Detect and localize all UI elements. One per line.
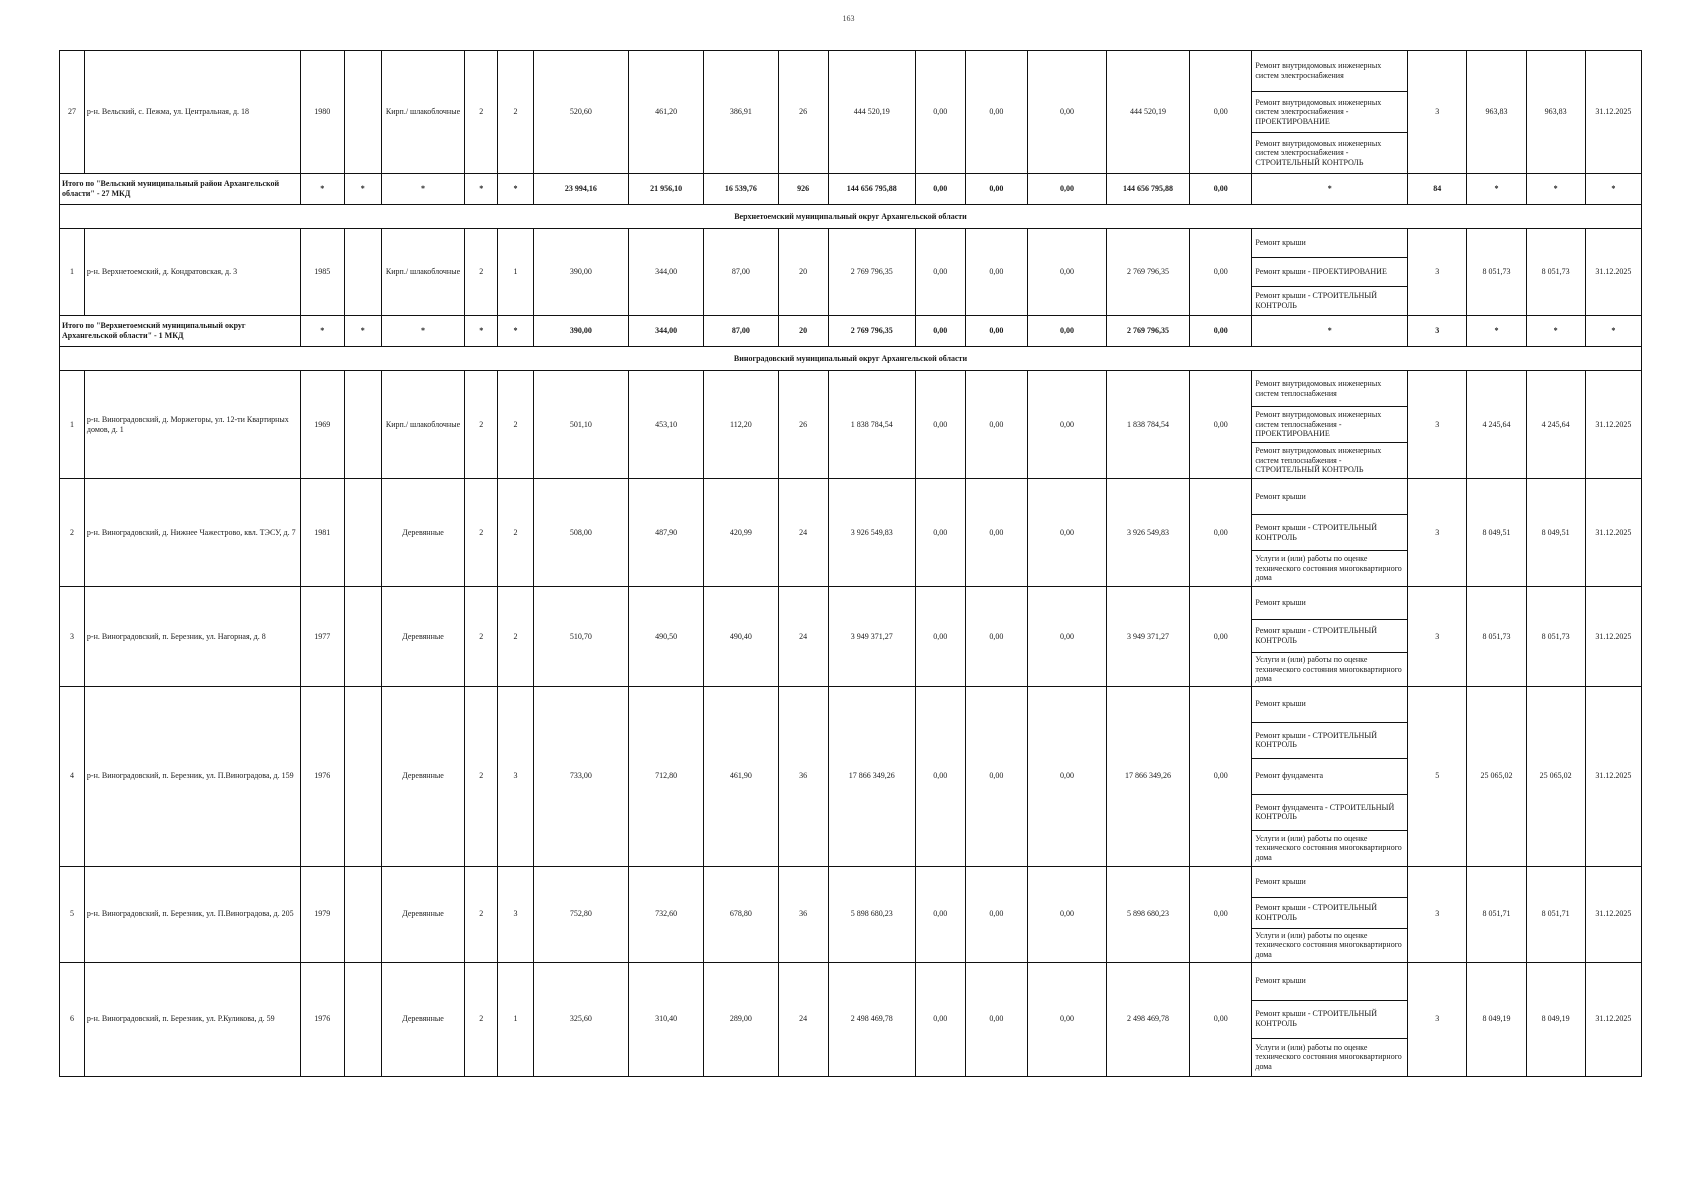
work-type: Ремонт внутридомовых инженерных систем теплоснабжения - СТРОИТЕЛЬНЫЙ КОНТРОЛЬ [1252,443,1408,479]
cell-cnt: 3 [1408,866,1467,962]
cell-sum: 444 520,19 [828,51,915,174]
address: р-н. Виноградовский, п. Березник, ул. П.Виноградова, д. 205 [84,866,300,962]
work-type: Ремонт крыши [1252,587,1408,620]
address: р-н. Виноградовский, п. Березник, ул. Р.Куликова, д. 59 [84,962,300,1076]
work-type: Ремонт внутридомовых инженерных систем теплоснабжения - ПРОЕКТИРОВАНИЕ [1252,407,1408,443]
total-cell: 0,00 [1028,174,1107,205]
cell-mat: Кирп./ шлакоблочные [381,51,464,174]
cell-y2 [344,229,381,316]
cell-f1: 0,00 [915,371,965,479]
cell-f2: 0,00 [965,51,1027,174]
row-number: 1 [60,371,85,479]
work-type: Услуги и (или) работы по оценке технического состояния многоквартирного дома [1252,1038,1408,1076]
cell-a1: 510,70 [533,587,629,687]
total-cell: * [1585,174,1641,205]
total-label: Итого по "Вельский муниципальный район Архангельской области" - 27 МКД [60,174,301,205]
cell-a1: 325,60 [533,962,629,1076]
address: р-н. Виноградовский, п. Березник, ул. П.Виноградова, д. 159 [84,686,300,866]
total-cell: 926 [778,174,828,205]
cell-sum: 17 866 349,26 [828,686,915,866]
cell-f4: 3 949 371,27 [1106,587,1189,687]
cell-f1: 0,00 [915,587,965,687]
cell-f5: 0,00 [1190,371,1252,479]
total-cell: * [344,316,381,347]
total-cell: 84 [1408,174,1467,205]
total-cell: 16 539,76 [703,174,778,205]
total-cell: * [1526,316,1585,347]
cell-fl: 2 [465,587,498,687]
cell-y2 [344,962,381,1076]
address: р-н. Виноградовский, д. Моржегоры, ул. 12-ти Квартирных домов, д. 1 [84,371,300,479]
row-number: 27 [60,51,85,174]
total-cell: 390,00 [533,316,629,347]
total-cell: * [300,174,344,205]
cell-year: 1985 [300,229,344,316]
cell-sum: 2 498 469,78 [828,962,915,1076]
cell-year: 1977 [300,587,344,687]
table-row [60,866,1642,897]
cell-f5: 0,00 [1190,962,1252,1076]
total-cell: 23 994,16 [533,174,629,205]
cell-f4: 5 898 680,23 [1106,866,1189,962]
cell-f3: 0,00 [1028,229,1107,316]
cell-f3: 0,00 [1028,962,1107,1076]
cell-fl: 2 [465,51,498,174]
cell-fl: 2 [465,229,498,316]
cell-a3: 87,00 [703,229,778,316]
cell-y2 [344,686,381,866]
cell-date: 31.12.2025 [1585,686,1641,866]
cell-year: 1969 [300,371,344,479]
row-number: 2 [60,479,85,587]
total-cell: 2 769 796,35 [1106,316,1189,347]
cell-a2: 732,60 [629,866,704,962]
cell-f2: 0,00 [965,866,1027,962]
cell-year: 1981 [300,479,344,587]
cell-ent: 1 [498,962,533,1076]
cell-a3: 678,80 [703,866,778,962]
total-cell: 2 769 796,35 [828,316,915,347]
cell-y2 [344,587,381,687]
cell-f2: 0,00 [965,479,1027,587]
total-cell: 144 656 795,88 [828,174,915,205]
total-cell: * [1467,174,1526,205]
work-type: Услуги и (или) работы по оценке технического состояния многоквартирного дома [1252,653,1408,687]
cell-cnt: 3 [1408,962,1467,1076]
total-cell: 0,00 [915,174,965,205]
cell-res: 36 [778,686,828,866]
work-type: Ремонт крыши - СТРОИТЕЛЬНЫЙ КОНТРОЛЬ [1252,722,1408,758]
cell-res: 36 [778,866,828,962]
cell-f3: 0,00 [1028,866,1107,962]
work-type: Ремонт крыши - СТРОИТЕЛЬНЫЙ КОНТРОЛЬ [1252,287,1408,316]
total-cell: * [381,174,464,205]
cell-mat: Деревянные [381,479,464,587]
cell-c2: 8 051,73 [1526,229,1585,316]
address: р-н. Виноградовский, д. Нижнее Чажестрово, квл. ТЭСУ, д. 7 [84,479,300,587]
cell-sum: 3 926 549,83 [828,479,915,587]
cell-res: 26 [778,371,828,479]
cell-f2: 0,00 [965,686,1027,866]
cell-mat: Деревянные [381,587,464,687]
cell-c1: 8 049,19 [1467,962,1526,1076]
cell-c2: 963,83 [1526,51,1585,174]
cell-f1: 0,00 [915,51,965,174]
cell-cnt: 3 [1408,51,1467,174]
cell-mat: Деревянные [381,962,464,1076]
cell-mat: Кирп./ шлакоблочные [381,371,464,479]
section-row [60,347,1642,371]
cell-y2 [344,51,381,174]
total-cell: 87,00 [703,316,778,347]
cell-cnt: 5 [1408,686,1467,866]
cell-cnt: 3 [1408,371,1467,479]
cell-a1: 501,10 [533,371,629,479]
total-cell: 21 956,10 [629,174,704,205]
cell-f1: 0,00 [915,479,965,587]
cell-res: 20 [778,229,828,316]
cell-ent: 2 [498,51,533,174]
cell-sum: 2 769 796,35 [828,229,915,316]
work-type: Ремонт фундамента [1252,758,1408,794]
total-label: Итого по "Верхнетоемский муниципальный округ Архангельской области" - 1 МКД [60,316,301,347]
cell-c1: 8 051,73 [1467,229,1526,316]
cell-a2: 712,80 [629,686,704,866]
cell-ent: 3 [498,686,533,866]
total-cell: * [1467,316,1526,347]
row-number: 3 [60,587,85,687]
cell-f1: 0,00 [915,686,965,866]
cell-cnt: 3 [1408,587,1467,687]
cell-a3: 461,90 [703,686,778,866]
cell-a1: 752,80 [533,866,629,962]
cell-fl: 2 [465,686,498,866]
total-cell: * [1526,174,1585,205]
table-row [60,962,1642,1000]
cell-a2: 344,00 [629,229,704,316]
cell-a2: 453,10 [629,371,704,479]
work-type: Услуги и (или) работы по оценке технического состояния многоквартирного дома [1252,551,1408,587]
work-type: Услуги и (или) работы по оценке технического состояния многоквартирного дома [1252,830,1408,866]
cell-c1: 8 049,51 [1467,479,1526,587]
work-type: Ремонт крыши - ПРОЕКТИРОВАНИЕ [1252,258,1408,287]
cell-ent: 3 [498,866,533,962]
cell-f5: 0,00 [1190,479,1252,587]
work-type: Ремонт крыши [1252,479,1408,515]
cell-f2: 0,00 [965,587,1027,687]
total-cell: 0,00 [1190,316,1252,347]
address: р-н. Верхнетоемский, д. Кондратовская, д. 3 [84,229,300,316]
row-number: 5 [60,866,85,962]
table-row [60,371,1642,407]
address: р-н. Виноградовский, п. Березник, ул. Нагорная, д. 8 [84,587,300,687]
total-cell: 3 [1408,316,1467,347]
cell-fl: 2 [465,371,498,479]
cell-f5: 0,00 [1190,229,1252,316]
table-row [60,51,1642,92]
cell-c1: 8 051,73 [1467,587,1526,687]
cell-fl: 2 [465,479,498,587]
work-type: Ремонт внутридомовых инженерных систем электроснабжения - СТРОИТЕЛЬНЫЙ КОНТРОЛЬ [1252,133,1408,174]
cell-ent: 1 [498,229,533,316]
cell-sum: 1 838 784,54 [828,371,915,479]
total-cell: * [1252,316,1408,347]
cell-ent: 2 [498,479,533,587]
work-type: Ремонт крыши - СТРОИТЕЛЬНЫЙ КОНТРОЛЬ [1252,1000,1408,1038]
cell-cnt: 3 [1408,229,1467,316]
cell-c1: 8 051,71 [1467,866,1526,962]
cell-c2: 25 065,02 [1526,686,1585,866]
cell-date: 31.12.2025 [1585,962,1641,1076]
registry-table [59,50,1642,1077]
cell-a1: 508,00 [533,479,629,587]
cell-res: 26 [778,51,828,174]
cell-f3: 0,00 [1028,51,1107,174]
cell-date: 31.12.2025 [1585,587,1641,687]
total-cell: 0,00 [965,316,1027,347]
total-cell: * [498,316,533,347]
cell-a1: 733,00 [533,686,629,866]
cell-year: 1976 [300,962,344,1076]
cell-res: 24 [778,587,828,687]
cell-f3: 0,00 [1028,479,1107,587]
cell-f5: 0,00 [1190,866,1252,962]
cell-f2: 0,00 [965,229,1027,316]
cell-a3: 420,99 [703,479,778,587]
total-cell: * [344,174,381,205]
cell-sum: 3 949 371,27 [828,587,915,687]
cell-c1: 25 065,02 [1467,686,1526,866]
cell-a3: 386,91 [703,51,778,174]
total-cell: 0,00 [1028,316,1107,347]
cell-f4: 444 520,19 [1106,51,1189,174]
cell-c2: 8 049,51 [1526,479,1585,587]
total-cell: 144 656 795,88 [1106,174,1189,205]
work-type: Ремонт внутридомовых инженерных систем электроснабжения [1252,51,1408,92]
work-type: Ремонт фундамента - СТРОИТЕЛЬНЫЙ КОНТРОЛЬ [1252,794,1408,830]
table-row [60,229,1642,258]
cell-c2: 4 245,64 [1526,371,1585,479]
total-cell: 344,00 [629,316,704,347]
total-cell: * [465,174,498,205]
cell-f2: 0,00 [965,962,1027,1076]
total-cell: 0,00 [965,174,1027,205]
cell-f1: 0,00 [915,962,965,1076]
work-type: Ремонт крыши - СТРОИТЕЛЬНЫЙ КОНТРОЛЬ [1252,515,1408,551]
cell-f5: 0,00 [1190,587,1252,687]
cell-f4: 1 838 784,54 [1106,371,1189,479]
cell-date: 31.12.2025 [1585,371,1641,479]
table-row [60,587,1642,620]
work-type: Ремонт крыши - СТРОИТЕЛЬНЫЙ КОНТРОЛЬ [1252,620,1408,653]
cell-f3: 0,00 [1028,686,1107,866]
cell-y2 [344,371,381,479]
cell-a1: 390,00 [533,229,629,316]
cell-fl: 2 [465,962,498,1076]
cell-fl: 2 [465,866,498,962]
work-type: Ремонт крыши [1252,229,1408,258]
cell-f3: 0,00 [1028,371,1107,479]
table-row [60,686,1642,722]
cell-date: 31.12.2025 [1585,866,1641,962]
cell-f4: 2 769 796,35 [1106,229,1189,316]
address: р-н. Вельский, с. Пежма, ул. Центральная, д. 18 [84,51,300,174]
cell-date: 31.12.2025 [1585,479,1641,587]
section-title: Верхнетоемский муниципальный округ Архангельской области [60,205,1642,229]
cell-f3: 0,00 [1028,587,1107,687]
cell-a3: 112,20 [703,371,778,479]
cell-mat: Деревянные [381,686,464,866]
work-type: Ремонт крыши - СТРОИТЕЛЬНЫЙ КОНТРОЛЬ [1252,897,1408,928]
cell-f4: 3 926 549,83 [1106,479,1189,587]
cell-date: 31.12.2025 [1585,51,1641,174]
cell-year: 1980 [300,51,344,174]
total-cell: * [1585,316,1641,347]
cell-c1: 4 245,64 [1467,371,1526,479]
cell-a1: 520,60 [533,51,629,174]
cell-f4: 2 498 469,78 [1106,962,1189,1076]
total-cell: * [498,174,533,205]
cell-c2: 8 049,19 [1526,962,1585,1076]
section-row [60,205,1642,229]
cell-date: 31.12.2025 [1585,229,1641,316]
cell-f2: 0,00 [965,371,1027,479]
cell-ent: 2 [498,587,533,687]
cell-a2: 461,20 [629,51,704,174]
cell-a2: 487,90 [629,479,704,587]
cell-c1: 963,83 [1467,51,1526,174]
work-type: Услуги и (или) работы по оценке технического состояния многоквартирного дома [1252,928,1408,962]
cell-cnt: 3 [1408,479,1467,587]
cell-mat: Кирп./ шлакоблочные [381,229,464,316]
work-type: Ремонт крыши [1252,962,1408,1000]
cell-a3: 289,00 [703,962,778,1076]
work-type: Ремонт внутридомовых инженерных систем электроснабжения - ПРОЕКТИРОВАНИЕ [1252,92,1408,133]
cell-year: 1979 [300,866,344,962]
cell-res: 24 [778,962,828,1076]
cell-y2 [344,479,381,587]
cell-f5: 0,00 [1190,51,1252,174]
total-cell: * [300,316,344,347]
cell-ent: 2 [498,371,533,479]
cell-f1: 0,00 [915,866,965,962]
cell-c2: 8 051,73 [1526,587,1585,687]
cell-res: 24 [778,479,828,587]
total-cell: * [1252,174,1408,205]
cell-sum: 5 898 680,23 [828,866,915,962]
table-row [60,479,1642,515]
table-body [60,51,1642,1077]
cell-a3: 490,40 [703,587,778,687]
row-number: 4 [60,686,85,866]
cell-f4: 17 866 349,26 [1106,686,1189,866]
total-cell: * [465,316,498,347]
work-type: Ремонт внутридомовых инженерных систем теплоснабжения [1252,371,1408,407]
total-cell: 0,00 [1190,174,1252,205]
cell-y2 [344,866,381,962]
row-number: 1 [60,229,85,316]
cell-a2: 310,40 [629,962,704,1076]
total-row [60,316,1642,347]
work-type: Ремонт крыши [1252,866,1408,897]
cell-f1: 0,00 [915,229,965,316]
total-cell: 0,00 [915,316,965,347]
work-type: Ремонт крыши [1252,686,1408,722]
row-number: 6 [60,962,85,1076]
cell-a2: 490,50 [629,587,704,687]
cell-year: 1976 [300,686,344,866]
section-title: Виноградовский муниципальный округ Архангельской области [60,347,1642,371]
total-row [60,174,1642,205]
cell-mat: Деревянные [381,866,464,962]
page-number: 163 [842,14,855,23]
total-cell: 20 [778,316,828,347]
cell-f5: 0,00 [1190,686,1252,866]
total-cell: * [381,316,464,347]
cell-c2: 8 051,71 [1526,866,1585,962]
